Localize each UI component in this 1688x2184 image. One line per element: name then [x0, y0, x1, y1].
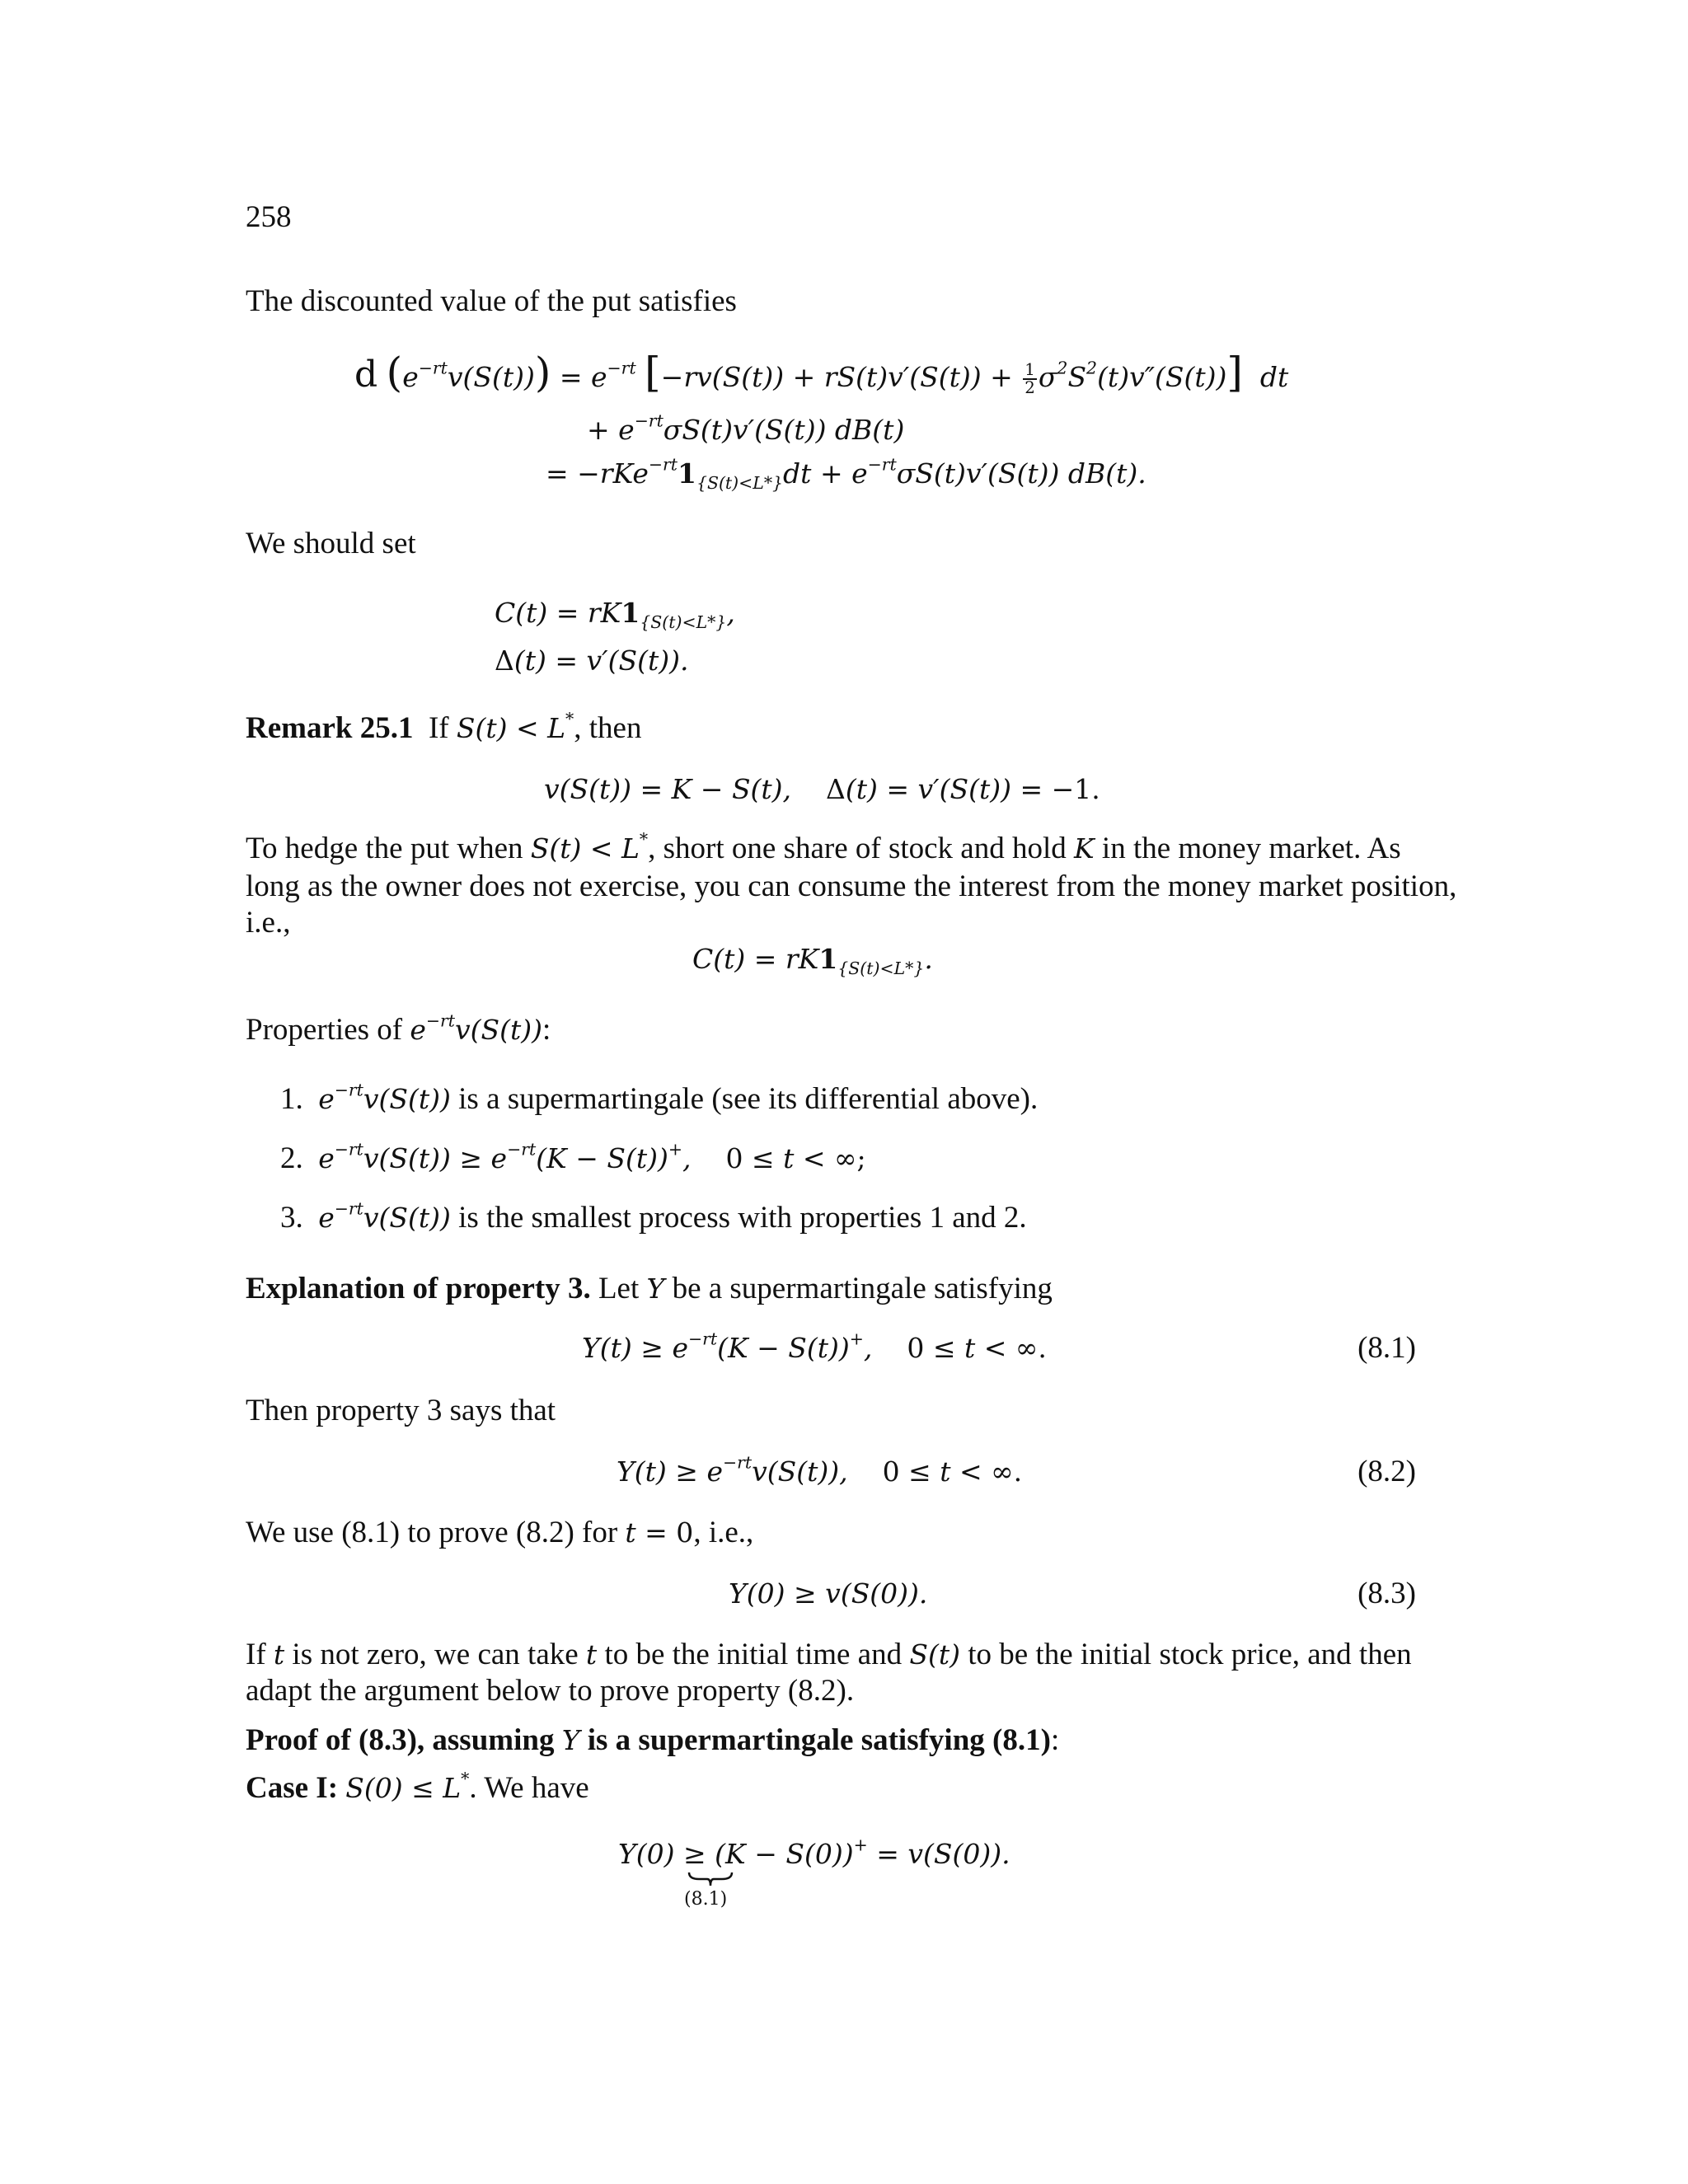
- hedge-line-3: i.e.,: [246, 906, 291, 940]
- equation-8-1: $Y(t) \ge e^{-rt}(K - S(t))^+$, 0 ≤ t < ∞.: [582, 1329, 1047, 1364]
- then-property-text: Then property 3 says that: [246, 1394, 556, 1427]
- if-t-d: to be the initial stock price, and then: [968, 1638, 1412, 1671]
- proof-colon: :: [1050, 1723, 1060, 1757]
- list-item-text: is the smallest process with properties 1 and 2.: [458, 1201, 1027, 1235]
- underbrace: [687, 1871, 734, 1889]
- equation-8-2: $Y(t) \ge e^{-rt}v(S(t))$, 0 ≤ t < ∞.: [617, 1452, 1023, 1488]
- hedge-line-1: To hedge the put when S(t) < L*, short one share of stock and hold K in the money market. As: [246, 829, 1401, 865]
- if-t-line-1: If t is not zero, we can take t to be the initial time and S(t) to be the initial stock price, and then: [246, 1638, 1412, 1671]
- hedge-line-2: long as the owner does not exercise, you can consume the interest from the money market position,: [246, 869, 1457, 903]
- we-use-line: We use (8.1) to prove (8.2) for t = 0, i.e.,: [246, 1516, 754, 1549]
- intro-text: The discounted value of the put satisfies: [246, 284, 737, 318]
- properties-heading: Properties of $e^{-rt}v(S(t))$:: [246, 1010, 551, 1047]
- remark-text-post: , then: [574, 711, 642, 745]
- if-t-b: is not zero, we can take: [292, 1638, 579, 1671]
- if-t-a: If: [246, 1638, 266, 1671]
- we-use-a: We use (8.1) to prove (8.2) for: [246, 1516, 618, 1549]
- list-item: 2. $e^{-rt}v(S(t)) \ge e^{-rt}(K - S(t))^+$, 0 ≤ t < ∞;: [280, 1139, 866, 1175]
- proof-label-a: Proof of (8.3), assuming: [246, 1723, 555, 1757]
- underbrace-label: (8.1): [684, 1889, 728, 1910]
- proof-label-b: is a supermartingale satisfying (8.1): [587, 1723, 1051, 1757]
- explanation-label: Explanation of property 3.: [246, 1272, 591, 1305]
- remark-label: Remark 25.1: [246, 711, 414, 745]
- remark-line: Remark 25.1 If S(t) < L*, then: [246, 709, 642, 745]
- hedge-line-1c: in the money market. As: [1101, 832, 1401, 865]
- list-item-text: is a supermartingale (see its differential above).: [458, 1082, 1039, 1116]
- list-item: 1. $e^{-rt}v(S(t))$ is a supermartingale (see its differential above).: [280, 1080, 1039, 1116]
- equation-differential-line-1: d $(e^{-rt}v(S(t))) = e^{-rt}$ [−rv(S(t)) + rS(t)v′(S(t)) + $\frac{1}{2}$ $\sigma^2S^2(t)v''(S(t))$] dt: [354, 349, 1289, 397]
- properties-label: Properties of: [246, 1013, 403, 1047]
- case-line: Case I: S(0) ≤ L*. We have: [246, 1769, 589, 1805]
- equation-number-8-1: (8.1): [1357, 1331, 1416, 1365]
- if-t-c: to be the initial time and: [604, 1638, 903, 1671]
- case-label: Case I:: [246, 1771, 339, 1805]
- remark-text-pre: If: [428, 711, 449, 745]
- explanation-text-b: be a supermartingale satisfying: [672, 1272, 1053, 1305]
- list-item: 3. $e^{-rt}v(S(t))$ is the smallest process with properties 1 and 2.: [280, 1198, 1027, 1235]
- list-item-number: 3.: [280, 1201, 303, 1235]
- equation-number-8-3: (8.3): [1357, 1577, 1416, 1610]
- equation-differential-line-3: = $-rKe^{-rt}1_{\{S(t)<L*\}}dt + e^{-rt}\sigma S(t)v'(S(t))$ dB(t).: [546, 454, 1146, 494]
- equation-set-c: $C(t) = rK1_{\{S(t)<L*\}}$,: [495, 597, 735, 633]
- hedge-line-1a: To hedge the put when: [246, 832, 523, 865]
- explanation-text-a: Let: [598, 1272, 640, 1305]
- equation-number-8-2: (8.2): [1357, 1455, 1416, 1488]
- list-item-number: 1.: [280, 1082, 303, 1116]
- if-t-line-2: adapt the argument below to prove property (8.2).: [246, 1674, 855, 1708]
- we-should-set-text: We should set: [246, 527, 416, 560]
- we-use-b: , i.e.,: [693, 1516, 754, 1549]
- equation-differential-line-2: + $e^{-rt}\sigma S(t)v'(S(t))$ dB(t): [587, 410, 905, 446]
- equation-8-3: Y(0) ≥ v(S(0)).: [729, 1577, 928, 1610]
- equation-hedge: $C(t) = rK1_{\{S(t)<L*\}}$.: [692, 943, 933, 979]
- page-number: 258: [246, 200, 292, 234]
- equation-remark: v(S(t)) = K − S(t), Δ(t) = v′(S(t)) = −1.: [544, 773, 1100, 805]
- case-text: . We have: [469, 1771, 589, 1805]
- equation-set-delta: Δ(t) = v′(S(t)).: [495, 644, 689, 677]
- equation-final: Y(0) ≥ (K − S(0))+ = v(S(0)).: [618, 1835, 1010, 1870]
- explanation-line: Explanation of property 3. Let Y be a supermartingale satisfying: [246, 1272, 1053, 1305]
- proof-heading: Proof of (8.3), assuming Y is a supermartingale satisfying (8.1):: [246, 1723, 1060, 1757]
- list-item-number: 2.: [280, 1141, 303, 1175]
- hedge-line-1b: , short one share of stock and hold: [648, 832, 1067, 865]
